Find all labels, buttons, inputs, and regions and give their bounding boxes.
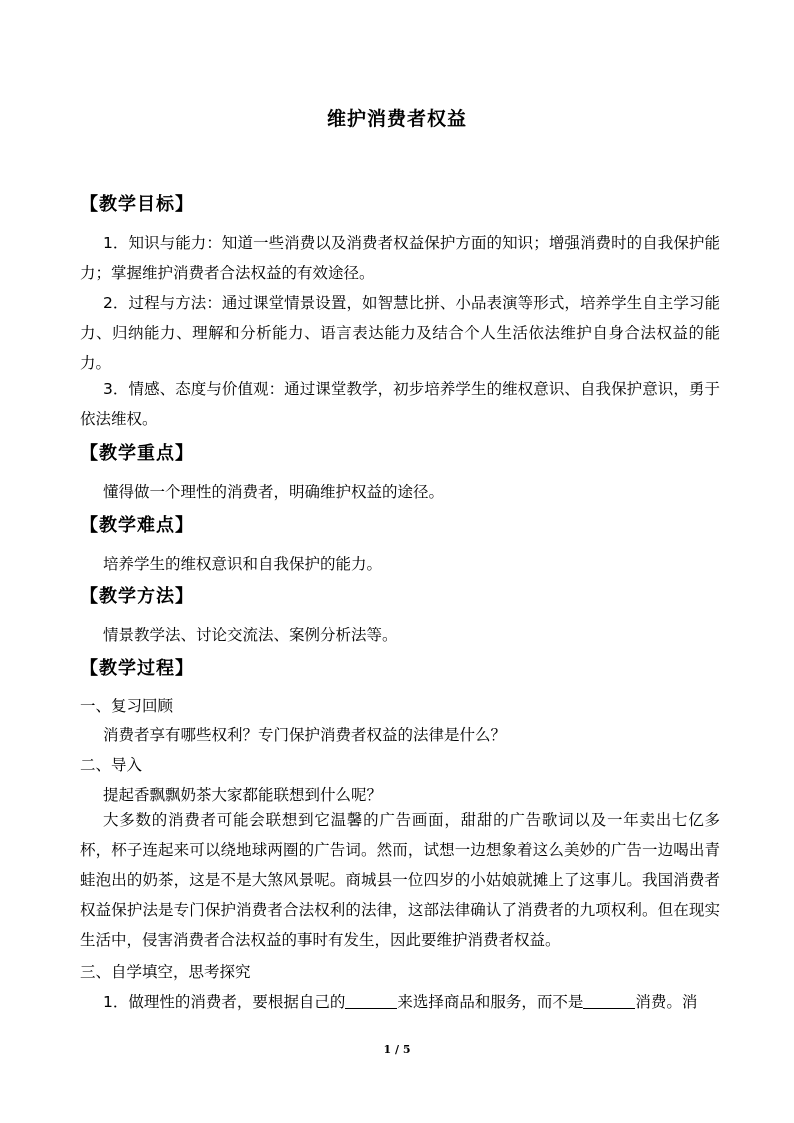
section-heading-goals: 【教学目标】	[80, 194, 194, 215]
process-step-2-paragraph: 大多数的消费者可能会联想到它温馨的广告画面，甜甜的广告歌词以及一年卖出七亿多杯，杯子连起来可以绕地球两圈的广告词。然而，试想一边想象着这么美妙的广告一边喝出青蛙泡出的奶茶，这是不是大煞风景呢。商城县一位四岁的小姑娘就摊上了这事儿。我国消费者权益保护法是专门保护消费者合法权利的法律，这部法律确认了消费者的九项权利。但在现实生活中，侵害消费者合法权益的事时有发生，因此要维护消费者权益。	[80, 811, 720, 949]
fill-text-part-2: 来选择商品和服务，而不是	[397, 993, 584, 1011]
page-number: 1 / 5	[383, 1043, 411, 1056]
fill-text-part-1: 1．做理性的消费者，要根据自己的	[103, 993, 346, 1011]
process-step-2-heading: 二、导入	[80, 756, 143, 774]
section-heading-method: 【教学方法】	[80, 586, 194, 607]
fill-blank-1	[345, 994, 397, 1009]
section-heading-difficulty: 【教学难点】	[80, 515, 194, 536]
process-step-3-heading: 三、自学填空，思考探究	[80, 963, 251, 981]
document-title: 维护消费者权益	[326, 108, 467, 130]
difficulty-text: 培养学生的维权意识和自我保护的能力。	[103, 555, 383, 573]
goal-paragraph-1: 1．知识与能力：知道一些消费以及消费者权益保护方面的知识；增强消费时的自我保护能力；掌握维护消费者合法权益的有效途径。	[80, 234, 720, 282]
goal-paragraph-3: 3．情感、态度与价值观：通过课堂教学，初步培养学生的维权意识、自我保护意识，勇于依法维权。	[80, 380, 720, 428]
fill-blank-2	[583, 994, 635, 1009]
focus-text: 懂得做一个理性的消费者，明确维护权益的途径。	[103, 483, 445, 501]
process-step-2-question: 提起香飘飘奶茶大家都能联想到什么呢？	[103, 786, 383, 804]
section-heading-focus: 【教学重点】	[80, 443, 194, 464]
process-step-3-fill-line	[103, 990, 697, 1012]
method-text: 情景教学法、讨论交流法、案例分析法等。	[103, 626, 398, 644]
fill-text-part-3: 消费。消	[635, 993, 698, 1011]
section-heading-process: 【教学过程】	[80, 658, 194, 679]
process-step-1-heading: 一、复习回顾	[80, 697, 174, 715]
goal-paragraph-2: 2．过程与方法：通过课堂情景设置，如智慧比拼、小品表演等形式，培养学生自主学习能力、归纳能力、理解和分析能力、语言表达能力及结合个人生活依法维护自身合法权益的能力。	[80, 294, 720, 372]
process-step-1-text: 消费者享有哪些权利？专门保护消费者权益的法律是什么？	[103, 726, 507, 744]
